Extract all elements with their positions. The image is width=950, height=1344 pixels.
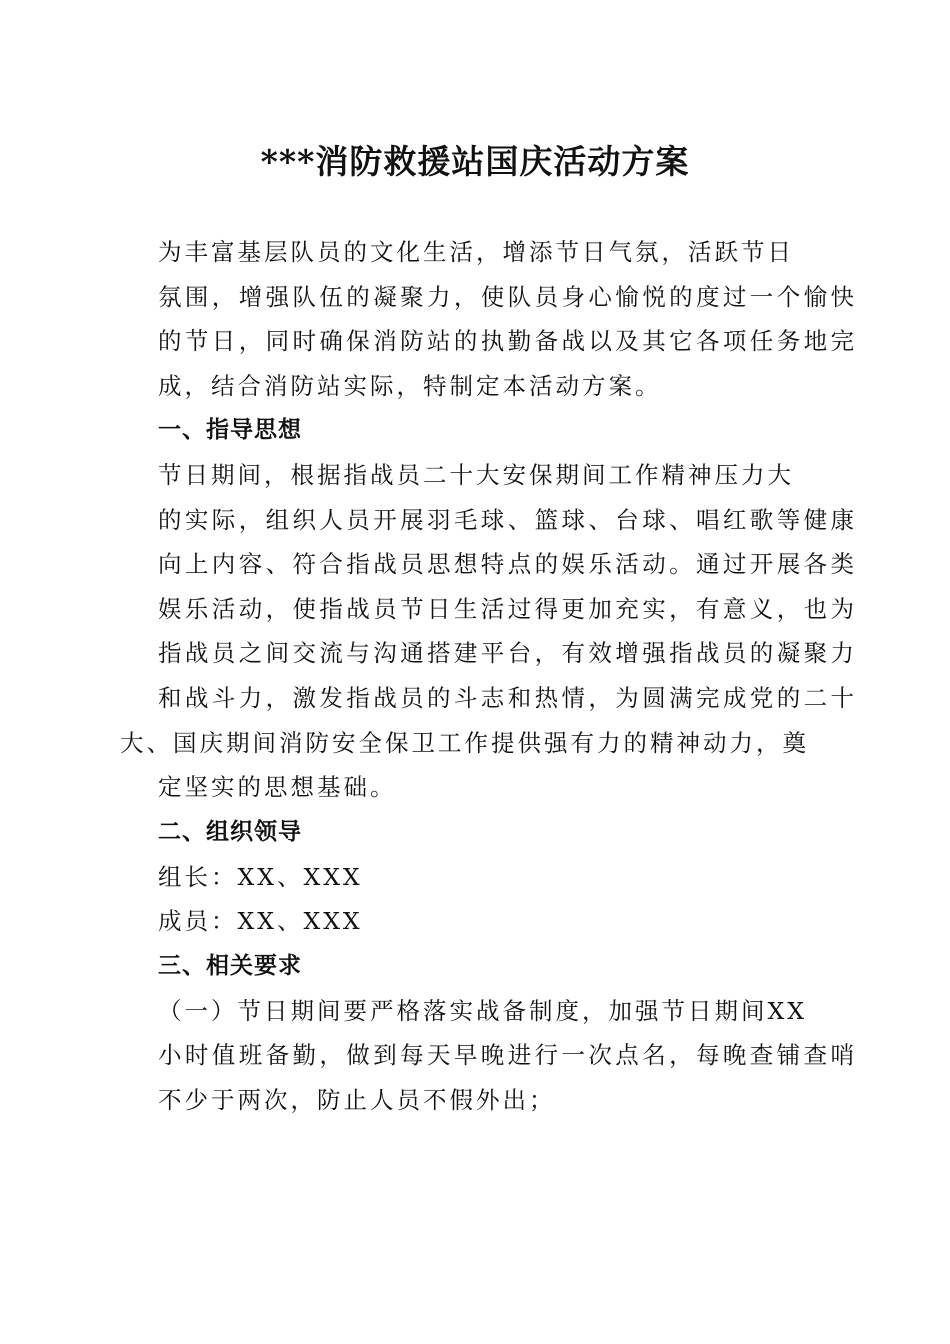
intro-line-1: 为丰富基层队员的文化生活，增添节日气氛，活跃节日 (158, 238, 794, 266)
section-heading-requirements: 三、相关要求 (158, 953, 302, 979)
section1-line-5: 指战员之间交流与沟通搭建平台，有效增强指战员的凝聚力 (158, 639, 858, 667)
group-leader-line: 组长：XX、XXX (158, 863, 363, 891)
document-title: ***消防救援站国庆活动方案 (260, 142, 690, 181)
section-heading-guiding-ideology: 一、指导思想 (158, 417, 302, 443)
section1-line-1: 节日期间，根据指战员二十大安保期间工作精神压力大 (158, 461, 794, 489)
intro-line-3: 的节日，同时确保消防站的执勤备战以及其它各项任务地完 (158, 327, 858, 355)
intro-line-4: 成，结合消防站实际，特制定本活动方案。 (158, 372, 662, 400)
section1-line-2: 的实际，组织人员开展羽毛球、篮球、台球、唱红歌等健康 (158, 506, 858, 534)
section1-line-7: 大、国庆期间消防安全保卫工作提供强有力的精神动力，奠 (120, 729, 809, 757)
section1-line-3: 向上内容、符合指战员思想特点的娱乐活动。通过开展各类 (158, 550, 858, 578)
section-heading-organization: 二、组织领导 (158, 819, 302, 845)
intro-line-2: 氛围，增强队伍的凝聚力，使队员身心愉悦的度过一个愉快 (158, 283, 858, 311)
section1-line-4: 娱乐活动，使指战员节日生活过得更加充实，有意义，也为 (158, 595, 858, 623)
section3-line-1: （一）节日期间要严格落实战备制度，加强节日期间XX (158, 997, 807, 1025)
section1-line-6: 和战斗力，激发指战员的斗志和热情，为圆满完成党的二十 (158, 684, 858, 712)
section1-line-8: 定坚实的思想基础。 (158, 773, 397, 801)
group-members-line: 成员：XX、XXX (158, 907, 363, 935)
section3-line-2: 小时值班备勤，做到每天早晚进行一次点名，每晚查铺查哨 (158, 1041, 858, 1069)
section3-line-3: 不少于两次，防止人员不假外出； (158, 1086, 556, 1114)
